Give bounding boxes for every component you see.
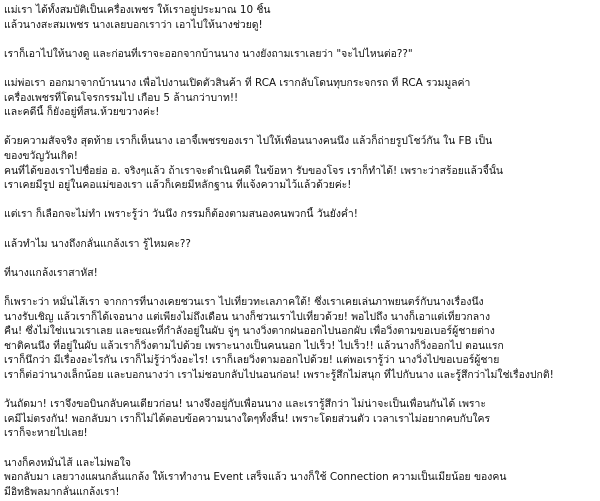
text-line: เราก็เอาไปให้นางดู และก่อนที่เราจะออกจากบ้านนาง นางยังถามเราเลยว่า "จะไปไหนต่อ??" [4,47,413,60]
text-line: เราก็จะหายไปเลย! [4,427,88,440]
text-line: พอกลับมา เลยวางแผนกลั่นแกล้ง ให้เราทำงาน Event เสร็จแล้ว นางก็ใช้ Connection ความเป็นเมียน้อย ของคน [4,471,507,484]
text-line: เคมีไม่ตรงกัน! พอกลับมา เราก็ไม่ได้ตอบข้อความนางใดๆทั้งสิ้น! เพราะโดยส่วนตัว เวลาเราไม่อยากคบกับใคร [4,412,491,425]
text-line: แม่เรา ได้ทั้งสมบัติเป็นเครื่องเพชร ให้เราอยู่ประมาณ 10 ชิ้น [4,4,271,16]
text-line: ที่นางแกล้งเราสาหัส! [4,266,98,279]
text-line: เราก็นึกว่า มีเรื่องอะไรกัน เราก็ไม่รู้ว่าวิ่งอะไร! เราก็เลยวิ่งตามออกไปด้วย! แต่พอเรารู้ว่า นางวิ่งไปขอเบอร์ผู้ชาย [4,354,500,367]
text-line: เครื่องเพชรที่โดนโจรกรรมไป เกือบ 5 ล้านกว่าบาท!! [4,91,239,104]
text-line: มีอิทธิพลมากลั่นแกล้งเรา! [4,485,120,498]
text-line: แม่พ่อเรา ออกมาจากบ้านนาง เพื่อไปงานเปิดตัวสินค้า ที่ RCA เรากลับโดนทุบกระจกรถ ที่ RCA รวมมูลค่า [4,77,471,89]
text-line: คืน! ซึ่งไม่ใช่แนวเราเลย และขณะที่กำลังอยู่ในผับ จู่ๆ นางวิ่งตากฝนออกไปนอกผับ เพื่อวิ่งตามขอเบอร์ผู้ชายต่าง [4,325,495,338]
text-line: ด้วยความสัจจริง สุดท้าย เราก็เห็นนาง เอาจี้เพชรของเรา ไปให้เพื่อนนางคนนึง แล้วก็ถ่ายรูปโชว์กัน ใน FB เป็น [4,135,493,148]
text-line: นางรับเชิญ แล้วเราก็ได้เจอนาง แต่เพียงไม่ถึงเดือน นางก็ชวนเราไปเที่ยวด้วย! พอไปถึง นางก็เอาแต่เที่ยวกลาง [4,310,491,323]
text-line: แต่เรา ก็เลือกจะไม่ทำ เพราะรู้ว่า วันนึง กรรมก็ต้องตามสนองคนพวกนี้ วันยังค่ำ! [4,208,358,221]
text-line: เราเคยมีรูป อยู่ในคอแม่ของเรา แล้วก็เคยมีหลักฐาน ที่แจ้งความไว้แล้วด้วยค่ะ! [4,179,352,192]
text-line: และคดีนี้ ก็ยังอยู่ที่สน.ห้วยขวางค่ะ! [4,106,160,119]
text-line: วันถัดมา! เราจึงขอบินกลับคนเดียวก่อน! นางจึงอยู่กับเพื่อนนาง และเรารู้สึกว่า ไม่น่าจะเป็นเพื่อนกันได้ เพราะ [4,398,486,411]
text-line: แล้วทำไม นางถึงกลั่นแกล้งเรา รู้ไหมคะ?? [4,237,191,250]
text-line: นางก็คงหมั่นไส้ และไม่พอใจ [4,456,131,469]
text-line: ก็เพราะว่า หมั่นไส้เรา จากการที่นางเคยชวนเรา ไปเที่ยวทะเลภาคใต้! ซึ่งเราเคยเล่นภาพยนตร์กับนางเรื่องนึง [4,296,484,308]
text-line: คนที่ได้ของเราไปชื่อย่อ อ. จริงๆแล้ว ถ้าเราจะดำเนินคดี ในข้อหา รับของโจร เราก็ทำได้! เพราะว่าสร้อยแล้วจี้นั้น [4,164,504,177]
text-line: แล้วนางสะสมเพชร นางเลยบอกเราว่า เอาไปให้นางช่วยดู! [4,18,263,31]
text-line: ชาติคนนึง ที่อยู่ในผับ แล้วเราก็วิ่งตามไปด้วย เพราะนางเป็นคนนอก ไปเร็ว! ไปเร็ว!! แล้วนางก็วิ่งออกไป ตอนแรก [4,339,504,352]
text-line: ของขวัญวันเกิด! [4,150,78,162]
text-line: เราก็ต่อว่านางเล็กน้อย และบอกนางว่า เราไม่ชอบกลับไปนอนก่อน! เพราะรู้สึกไม่สนุก ที่ไปกับนาง และรู้สึกว่าไม่ใช่เรื่องปกติ! [4,369,554,381]
